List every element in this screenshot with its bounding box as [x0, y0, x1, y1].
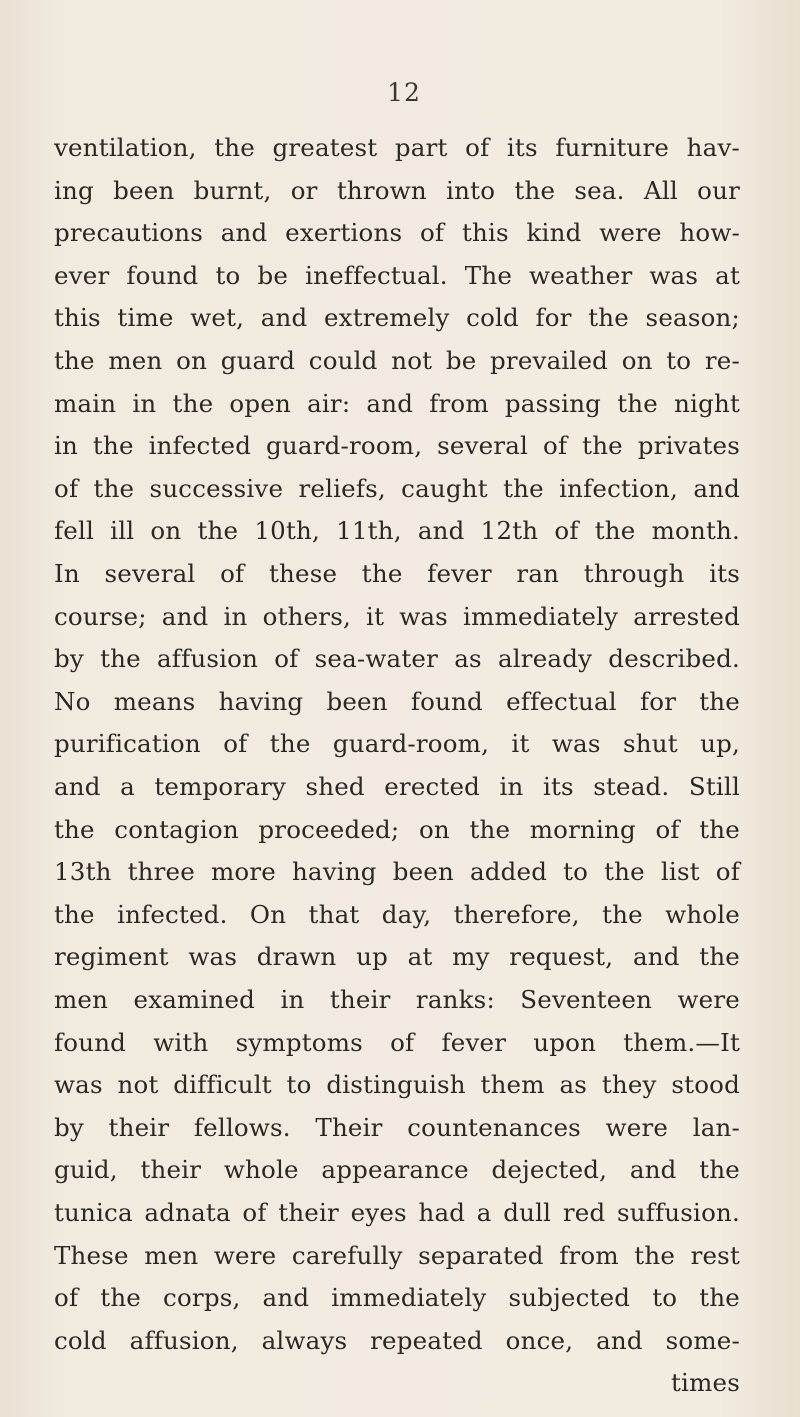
- text-line: cold affusion, always repeated once, and some-: [54, 1325, 740, 1355]
- text-line: was not difficult to distinguish them as they stood: [54, 1070, 740, 1100]
- text-line: the men on guard could not be prevailed on to re-: [54, 346, 740, 375]
- text-line: guid, their whole appearance dejected, and the: [54, 1155, 740, 1185]
- text-line: main in the open air: and from passing the night: [54, 388, 740, 418]
- text-line: found with symptoms of fever upon them.—It: [54, 1027, 740, 1057]
- text-line: regiment was drawn up at my request, and the: [54, 942, 740, 972]
- text-line: precautions and exertions of this kind were how-: [54, 218, 740, 248]
- text-line: 13th three more having been added to the list of: [54, 857, 740, 887]
- text-line: this time wet, and extremely cold for the season;: [54, 303, 740, 333]
- catchword: times: [671, 1368, 740, 1398]
- page-number: 12: [387, 78, 421, 107]
- text-line: and a temporary shed erected in its stead. Still: [54, 772, 740, 801]
- text-line: In several of these the fever ran through its: [54, 559, 740, 588]
- text-line: purification of the guard-room, it was shut up,: [54, 729, 740, 759]
- text-line: ventilation, the greatest part of its furniture hav-: [54, 133, 740, 162]
- text-line: No means having been found effectual for the: [54, 686, 740, 716]
- text-line: of the corps, and immediately subjected to the: [54, 1283, 740, 1313]
- text-line: tunica adnata of their eyes had a dull red suffusion.: [54, 1198, 740, 1227]
- text-line: of the successive reliefs, caught the infection, and: [54, 473, 740, 503]
- text-line: ing been burnt, or thrown into the sea. All our: [54, 175, 740, 205]
- text-line: by the affusion of sea-water as already described.: [54, 644, 740, 674]
- text-line: These men were carefully separated from the rest: [54, 1240, 740, 1270]
- text-line: fell ill on the 10th, 11th, and 12th of the month.: [54, 516, 740, 546]
- text-line: the contagion proceeded; on the morning of the: [54, 814, 740, 844]
- text-line: course; and in others, it was immediately arrested: [54, 601, 740, 631]
- text-line: the infected. On that day, therefore, the whole: [54, 899, 740, 929]
- text-line: in the infected guard-room, several of the privates: [54, 431, 740, 461]
- text-line: men examined in their ranks: Seventeen were: [54, 985, 740, 1014]
- text-line: ever found to be ineffectual. The weather was at: [54, 260, 740, 290]
- text-line: by their fellows. Their countenances were lan-: [54, 1112, 740, 1142]
